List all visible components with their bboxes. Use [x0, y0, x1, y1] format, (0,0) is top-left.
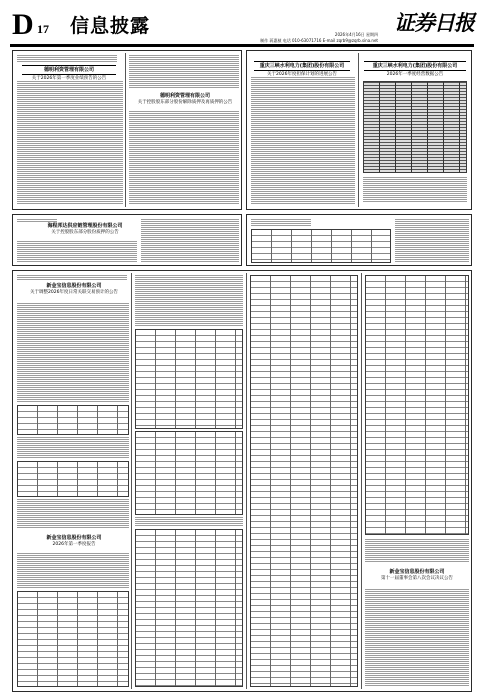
page-header [10, 8, 474, 48]
announcement-a4-heading [361, 59, 469, 78]
announcement-a3-heading [251, 59, 353, 78]
announcement-a5-heading [33, 221, 137, 236]
data-table [17, 591, 129, 687]
date-line: 2026年4月16日 星期四 [334, 32, 378, 37]
data-table [135, 329, 243, 429]
announcement-a2-heading [131, 91, 239, 106]
announcement-a8-heading [367, 567, 467, 582]
announcement-block-middle-right [246, 214, 472, 266]
header-rule [10, 44, 474, 47]
announcement-subtitle: 关于调整2026年度日常关联交易预计的公告 [30, 290, 118, 295]
announcement-title: 德明利资管理有限公司 [159, 93, 210, 99]
announcement-subtitle: 关于控股股东部分股份解除质押及再质押的公告 [137, 100, 233, 105]
page-letter: D [12, 8, 34, 41]
announcement-title: 新金宝信息股份有限公司 [46, 283, 102, 289]
data-table [365, 275, 469, 535]
announcement-subtitle: 关于2026年第一季度业绩预告的公告 [31, 76, 107, 81]
data-table [251, 229, 391, 263]
announcement-a6-heading [19, 281, 129, 296]
announcement-subtitle: 关于控股股东部分股份质押的公告 [51, 230, 119, 235]
editor-line: 制作 蒋惠桢 电话 010-63071716 E-mail zqrb9@zqrb.sina.net [260, 38, 378, 43]
announcement-subtitle: 第十一届董事会第八次会议决议公告 [381, 576, 453, 581]
announcement-title: 德明利资管理有限公司 [22, 65, 116, 75]
data-table [17, 461, 129, 497]
announcement-block-top-right [246, 50, 472, 210]
announcement-block-top-left [12, 50, 242, 210]
page-number: 17 [37, 22, 49, 36]
announcement-subtitle: 2026年一季度经营数据公告 [386, 72, 444, 77]
announcement-title: 新金宝信息股份有限公司 [389, 569, 445, 575]
masthead-logo: 证券日报 [394, 10, 474, 35]
announcement-a1-heading [19, 63, 119, 82]
announcement-subtitle: 关于2026年度担保计划的进展公告 [267, 72, 337, 77]
data-table [135, 529, 243, 687]
announcement-subtitle: 2026年第一季度报告 [52, 542, 96, 547]
announcement-block-middle-left [12, 214, 242, 266]
data-table [250, 275, 358, 687]
announcement-title: 海程邦达供应链管理股份有限公司 [47, 223, 123, 229]
announcement-block-bottom [12, 270, 472, 692]
announcement-title: 重庆三峡水利电力(集团)股份有限公司 [364, 61, 466, 71]
data-table [363, 81, 467, 173]
announcement-title: 重庆三峡水利电力(集团)股份有限公司 [254, 61, 350, 71]
announcement-title: 新金宝信息股份有限公司 [46, 535, 102, 541]
data-table [135, 431, 243, 515]
announcement-a7-heading [19, 533, 129, 548]
section-title: 信息披露 [70, 15, 151, 37]
data-table [17, 405, 129, 435]
